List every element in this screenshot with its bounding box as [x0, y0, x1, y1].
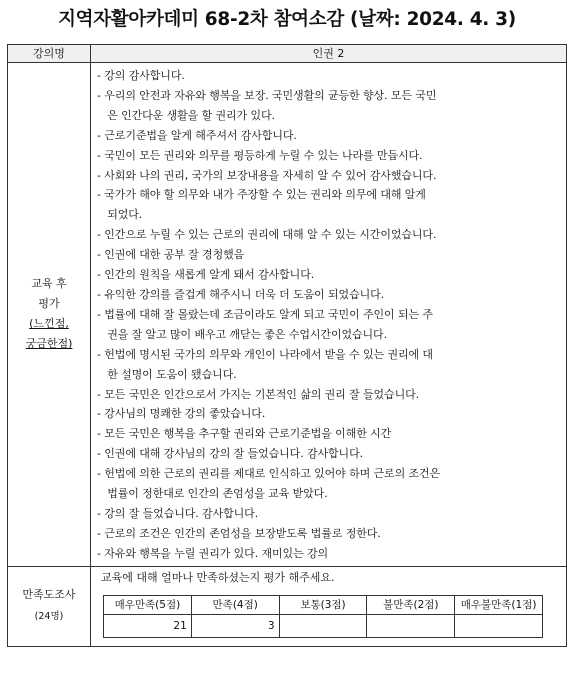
header-row	[8, 45, 567, 63]
lecture-name-value: 인권 2	[91, 45, 567, 63]
rating-header-5: 매우만족(5점)	[104, 595, 192, 614]
satisfaction-row	[8, 566, 567, 646]
rating-header-1: 매우불만족(1점)	[455, 595, 543, 614]
feedback-item: - 인간으로 누릴 수 있는 근로의 권리에 대해 알 수 있는 시간이었습니다.	[97, 228, 437, 242]
rating-value-5: 21	[104, 614, 192, 637]
feedback-list	[91, 63, 566, 566]
feedback-item: - 법률에 대해 잘 몰랐는데 조금이라도 알게 되고 국민이 주인이 되는 주	[97, 307, 433, 321]
feedback-item: 한 설명이 도움이 됐습니다.	[97, 367, 237, 381]
rating-header-3: 보통(3점)	[279, 595, 367, 614]
page-title: 지역자활아카데미 68-2차 참여소감 (날짜: 2024. 4. 3)	[58, 9, 516, 30]
feedback-item: - 국가가 해야 할 의무와 내가 주장할 수 있는 권리와 의무에 대해 알게	[97, 188, 426, 202]
satisfaction-table	[103, 595, 543, 638]
feedback-item: - 모든 국민은 행복을 추구할 권리와 근로기준법을 이해한 시간	[97, 427, 392, 441]
evaluation-table	[7, 44, 567, 647]
feedback-row	[8, 63, 567, 567]
respondent-count: (24명)	[34, 611, 64, 623]
feedback-item: - 헌법에 명시된 국가의 의무와 개인이 나라에서 받을 수 있는 권리에 대	[97, 347, 433, 361]
feedback-item: 법률이 정한대로 인간의 존엄성을 교육 받았다.	[97, 487, 328, 501]
feedback-item: - 근로기준법을 알게 해주셔서 감사합니다.	[97, 128, 297, 142]
feedback-item: - 인권에 대한 공부 잘 경청했음	[97, 248, 245, 262]
feedback-label-line1: 교육 후	[31, 277, 67, 291]
feedback-label-line4: 궁금한점)	[25, 337, 73, 351]
satisfaction-value-row	[104, 614, 543, 637]
feedback-item: - 헌법에 의한 근로의 권리를 제대로 인식하고 있어야 하며 근로의 조건은	[97, 467, 441, 481]
satisfaction-header-row	[104, 595, 543, 614]
rating-header-4: 만족(4점)	[191, 595, 279, 614]
feedback-item: 권을 잘 알고 많이 배우고 깨닫는 좋은 수업시간이었습니다.	[97, 327, 387, 341]
feedback-item: - 모든 국민은 인간으로서 가지는 기본적인 삶의 권리 잘 들었습니다.	[97, 387, 420, 401]
satisfaction-question: 교육에 대해 얼마나 만족하셨는지 평가 해주세요.	[101, 570, 335, 584]
feedback-item: - 인권에 대해 강사님의 강의 잘 들었습니다. 감사합니다.	[97, 447, 364, 461]
feedback-label-line3: (느낀점,	[29, 317, 69, 331]
feedback-label	[8, 63, 91, 567]
satisfaction-label	[8, 566, 91, 646]
feedback-content	[91, 63, 567, 567]
feedback-item: 되었다.	[97, 208, 143, 222]
feedback-item: - 강사님의 명쾌한 강의 좋았습니다.	[97, 407, 266, 421]
feedback-item: - 자유와 행복을 누릴 권리가 있다. 재미있는 강의	[97, 546, 329, 560]
feedback-item: 은 인간다운 생활을 할 권리가 있다.	[97, 108, 275, 122]
feedback-item: - 강의 잘 들었습니다. 감사합니다.	[97, 506, 259, 520]
feedback-item: - 우리의 안전과 자유와 행복을 보장. 국민생활의 균등한 향상. 모든 국민	[97, 88, 437, 102]
feedback-item: - 인간의 원칙을 새롭게 알게 돼서 감사합니다.	[97, 268, 315, 282]
rating-value-4: 3	[191, 614, 279, 637]
rating-header-2: 불만족(2점)	[367, 595, 455, 614]
satisfaction-label-text: 만족도조사	[22, 588, 76, 602]
lecture-name-header: 강의명	[8, 45, 91, 63]
rating-value-3	[279, 614, 367, 637]
feedback-item: - 근로의 조건은 인간의 존엄성을 보장받도록 법률로 정한다.	[97, 526, 381, 540]
satisfaction-content	[91, 566, 567, 646]
feedback-item: - 국민이 모든 권리와 의무를 평등하게 누릴 수 있는 나라를 만듭시다.	[97, 148, 423, 162]
feedback-item: - 유익한 강의를 즐겁게 해주시니 더욱 더 도움이 되었습니다.	[97, 287, 385, 301]
feedback-item: - 사회와 나의 권리, 국가의 보장내용을 자세히 알 수 있어 감사했습니다.	[97, 168, 437, 182]
rating-value-1	[455, 614, 543, 637]
feedback-item: - 강의 감사합니다.	[97, 69, 185, 82]
feedback-label-line2: 평가	[38, 297, 60, 311]
rating-value-2	[367, 614, 455, 637]
